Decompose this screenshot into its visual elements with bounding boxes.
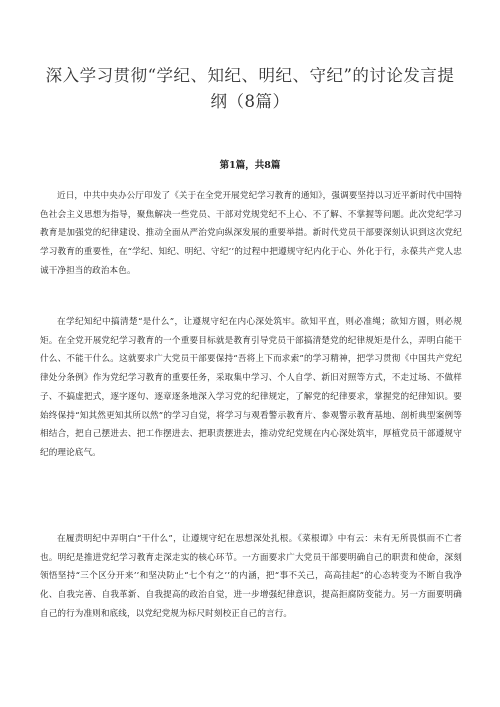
document-title: 深入学习贯彻“学纪、知纪、明纪、守纪”的讨论发言提纲（8篇） (45, 66, 455, 111)
body-paragraph-2: 在学纪知纪中搞清楚“是什么”，让遵规守纪在内心深处筑牢。欲知平直，则必准绳；欲知方圆，则必规矩。在全党开展党纪学习教育的一个重要目标就是教育引导党员干部搞清楚党的纪律规矩是什么，弄明白能干什么、不能干什么。这就要求广大党员干部要保持“吾将上下而求索”的学习精神，把学习贯彻《中国共产党纪律处分条例》作为党纪学习教育的重要任务，采取集中学习、个人自学、新旧对照等方式，不走过场、不做样子、不搞虚把式，逐字逐句、逐章逐条地深入学习党的纪律规定，了解党的纪律要求，掌握党的纪律知识。要始终保持“知其然更知其所以然”的学习自觉，将学习与观看警示教育片、参观警示教育基地、剖析典型案例等相结合，把自己摆进去、把工作摆进去、把职责摆进去，推动党纪党规在内心深处筑牢，厚植党员干部遵规守纪的理论底气。 (40, 317, 462, 458)
body-paragraph-1: 近日，中共中央办公厅印发了《关于在全党开展党纪学习教育的通知》，强调要坚持以习近平新时代中国特色社会主义思想为指导，聚焦解决一些党员、干部对党规党纪不上心、不了解、不掌握等问题。此次党纪学习教育是加强党的纪律建设、推动全面从严治党向纵深发展的重要举措。新时代党员干部要深刻认识到这次党纪学习教育的重要性，在“学纪、知纪、明纪、守纪’’的过程中把遵规守纪内化于心、外化于行，永葆共产党人忠诚干净担当的政治本色。 (40, 191, 462, 276)
part-indicator: 第1篇，共8篇 (219, 160, 281, 171)
body-paragraph-3: 在履责明纪中弄明白“干什么”，让遵规守纪在思想深处扎根。《菜根谭》中有云：未有无所畏惧而不亡者也。明纪是推进党纪学习教育走深走实的核心环节。一方面要求广大党员干部要明确自己的职责和使命，深刻领悟坚持“三个区分开来’’和坚决防止“七个有之’’的内涵，把“事不关己，高高挂起”的心态转变为不断自我净化、自我完善、自我革新、自我提高的政治自觉，进一步增强纪律意识，提高拒腐防变能力。另一方面要明确自己的行为准则和底线，以党纪党规为标尺时刻校正自己的言行。 (40, 534, 462, 619)
